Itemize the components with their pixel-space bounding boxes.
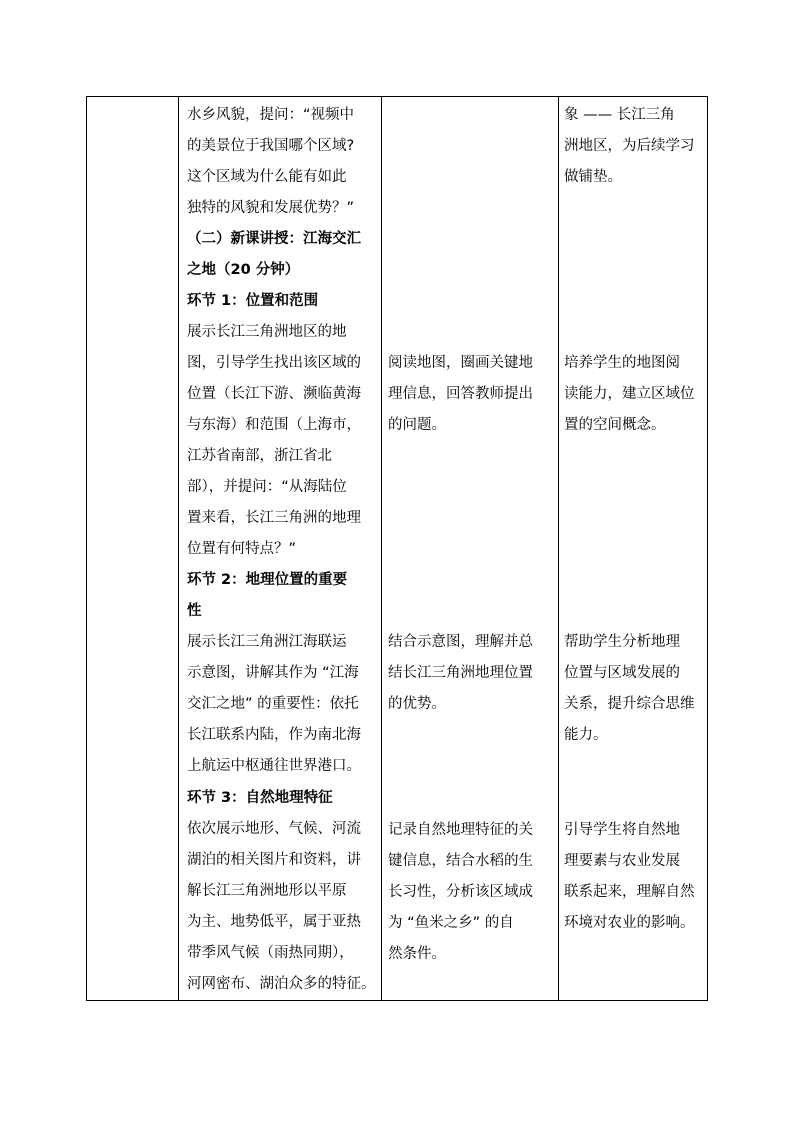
step3-block [187,783,381,1000]
text-line: 独特的风貌和发展优势？” [187,200,355,216]
text-line: 河网密布、湖泊众多的特征。 [187,976,376,992]
text-line: 湖泊的相关图片和资料，讲 [187,852,361,868]
text-line: 结长江三角洲地理位置 [388,665,533,681]
text-line: 然条件。 [388,946,446,962]
text-line: 培养学生的地图阅 [564,355,680,371]
column-divider [558,97,559,1000]
text-line: 展示长江三角洲地区的地 [187,324,347,340]
text-line: 置的空间概念。 [564,417,666,433]
text-line: 图，引导学生找出该区域的 [187,355,361,371]
text-line: 的问题。 [388,417,446,433]
student-step1 [388,348,558,441]
text-line: 交汇之地” 的重要性：依托 [187,696,359,712]
lesson-plan-table [86,96,708,1001]
text-line: 结合示意图，理解并总 [388,634,533,650]
text-line: 置来看，长江三角洲的地理 [187,510,361,526]
section-heading-line: 之地（20 分钟） [187,262,300,278]
text-line: 的美景位于我国哪个区域? [187,138,355,154]
step2-block [187,565,381,782]
text-line: 阅读地图，圈画关键地 [388,355,533,371]
purpose-step1 [564,348,709,441]
section-heading [187,224,381,286]
text-line: 环境对农业的影响。 [564,915,695,931]
text-line: 关系，提升综合思维 [564,696,695,712]
student-step3 [388,815,558,970]
text-line: 做铺垫。 [564,169,622,185]
text-line: 读能力，建立区域位 [564,386,695,402]
text-line: 引导学生将自然地 [564,822,680,838]
step3-heading: 环节 3：自然地理特征 [187,790,333,806]
teacher-intro [187,100,381,224]
text-line: 部），并提问：“从海陆位 [187,479,347,495]
text-line: 洲地区，为后续学习 [564,138,695,154]
design-purpose-cell [564,97,709,1000]
text-line: 依次展示地形、气候、河流 [187,821,361,837]
text-line: 与东海）和范围（上海市， [187,417,361,433]
text-line: 位置与区域发展的 [564,665,680,681]
column-divider [178,97,179,1000]
text-line: 位置（长江下游、濒临黄海 [187,386,361,402]
student-step2 [388,627,558,720]
section-heading-line: （二）新课讲授：江海交汇 [187,231,361,247]
step2-heading: 环节 2：地理位置的重要 [187,572,348,588]
text-line: 键信息，结合水稻的生 [388,853,533,869]
text-line: 能力。 [564,727,608,743]
purpose-step3 [564,815,709,939]
text-line: 上航运中枢通往世界港口。 [187,758,361,774]
text-line: 展示长江三角洲江海联运 [187,634,347,650]
text-line: 联系起来，理解自然 [564,884,695,900]
text-line: 长江联系内陆，作为南北海 [187,727,361,743]
text-line: 理信息，回答教师提出 [388,386,533,402]
text-line: 这个区域为什么能有如此 [187,169,347,185]
text-line: 长习性，分析该区域成 [388,884,533,900]
step1-heading: 环节 1：位置和范围 [187,293,319,309]
teacher-activity-cell [187,97,381,1000]
text-line: 带季风气候（雨热同期）， [187,945,354,961]
text-line: 位置有何特点？” [187,541,297,557]
text-line: 示意图，讲解其作为 “江海 [187,665,359,681]
text-line: 的优势。 [388,696,446,712]
text-line: 帮助学生分析地理 [564,634,680,650]
text-line: 水乡风貌，提问：“视频中 [187,107,355,123]
step2-heading: 性 [187,603,202,619]
text-line: 解长江三角洲地形以平原 [187,883,347,899]
purpose-step2 [564,627,709,751]
text-line: 江苏省南部，浙江省北 [187,448,332,464]
text-line: 为主、地势低平，属于亚热 [187,914,361,930]
student-activity-cell [388,97,558,1000]
step1-block [187,286,381,565]
text-line: 记录自然地理特征的关 [388,822,533,838]
stage-cell [87,97,178,1000]
text-line: 象 —— 长江三角 [564,107,675,123]
text-line: 为 “鱼米之乡” 的自 [388,915,514,931]
text-line: 理要素与农业发展 [564,853,680,869]
purpose-intro [564,100,709,193]
column-divider [381,97,382,1000]
